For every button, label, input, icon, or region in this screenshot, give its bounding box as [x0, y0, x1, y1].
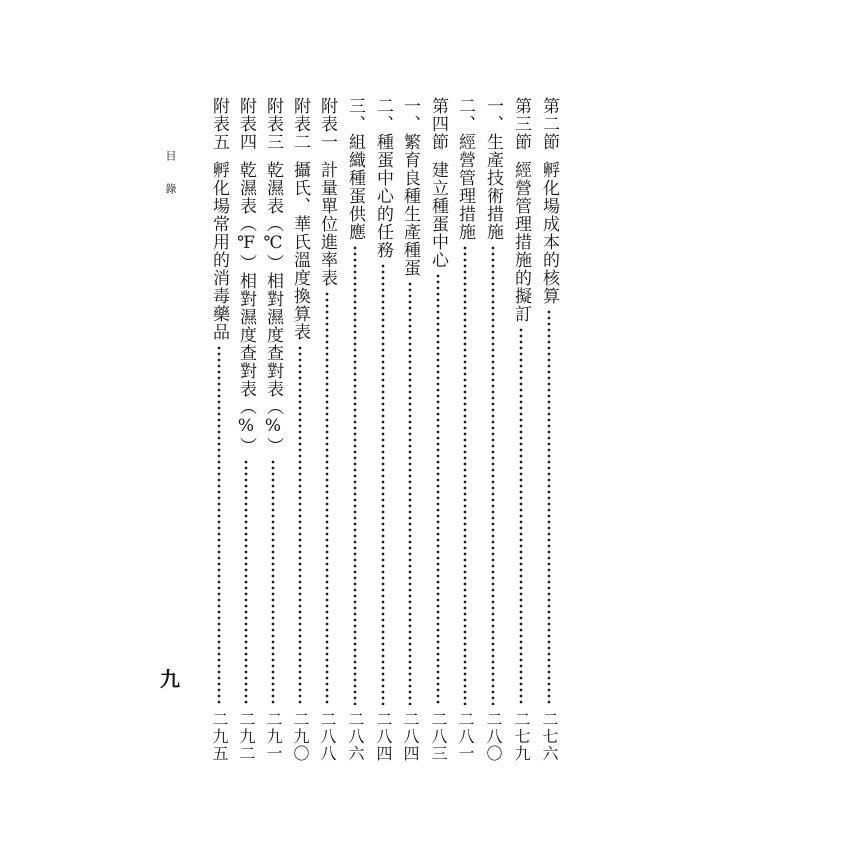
entry-page-number: 二八四 — [374, 711, 393, 762]
entry-title: 二、種蛋中心的任務 — [373, 97, 393, 259]
toc-entry[interactable] — [235, 97, 257, 762]
toc-entry[interactable] — [399, 97, 421, 762]
entry-title: 乾濕表（℃）相對濕度查對表（%） — [263, 161, 283, 455]
entry-page-number: 二七九 — [512, 711, 531, 762]
toc-entry[interactable] — [289, 97, 311, 762]
entry-page-number: 二八八 — [318, 711, 337, 762]
entry-prefix: 附表五 — [209, 97, 229, 151]
dot-leader — [217, 345, 221, 705]
entry-page-number: 二八〇 — [484, 711, 503, 762]
entry-prefix: 附表一 — [317, 97, 337, 151]
entry-title: 建立種蛋中心 — [428, 161, 448, 269]
entry-prefix: 附表二 — [290, 97, 310, 151]
dot-leader — [353, 245, 357, 705]
entry-page-number: 二八一 — [456, 711, 475, 762]
entry-prefix: 附表四 — [236, 97, 256, 151]
running-header: 目錄 — [164, 150, 177, 216]
toc-entry[interactable] — [372, 97, 394, 762]
toc-entry[interactable] — [482, 97, 504, 762]
entry-prefix: 第三節 — [511, 97, 531, 151]
dot-leader — [271, 459, 275, 705]
dot-leader — [436, 273, 440, 705]
entry-page-number: 二七六 — [540, 711, 559, 762]
toc-entry[interactable] — [427, 97, 449, 762]
page-folio: 九 — [160, 667, 180, 691]
entry-title: 孵化場常用的消毒藥品 — [209, 161, 229, 341]
entry-page-number: 二九〇 — [291, 711, 310, 762]
dot-leader — [381, 263, 385, 705]
entry-page-number: 二九二 — [237, 711, 256, 762]
entry-page-number: 二九五 — [210, 711, 229, 762]
entry-page-number: 二八四 — [401, 711, 420, 762]
toc-entry[interactable] — [316, 97, 338, 762]
entry-title: 經營管理措施的擬訂 — [511, 161, 531, 323]
dot-leader — [244, 459, 248, 705]
entry-page-number: 二八三 — [429, 711, 448, 762]
dot-leader — [298, 345, 302, 705]
dot-leader — [408, 281, 412, 705]
toc-entry[interactable] — [454, 97, 476, 762]
entry-title: 攝氏、華氏溫度換算表 — [290, 161, 310, 341]
toc-entry[interactable] — [538, 97, 560, 762]
entry-title: 乾濕表（℉）相對濕度查對表（%） — [236, 161, 256, 455]
entry-page-number: 二八六 — [346, 711, 365, 762]
entry-title: 三、組織種蛋供應 — [345, 97, 365, 241]
entry-title: 計量單位進率表 — [317, 161, 337, 287]
entry-title: 一、生產技術措施 — [483, 97, 503, 241]
entry-prefix: 附表三 — [263, 97, 283, 151]
entry-title: 二、經營管理措施 — [455, 97, 475, 241]
entry-title: 一、繁育良種生產種蛋 — [400, 97, 420, 277]
entry-prefix: 第四節 — [428, 97, 448, 151]
toc-entry[interactable] — [262, 97, 284, 762]
toc-entry[interactable] — [208, 97, 230, 762]
dot-leader — [491, 245, 495, 705]
dot-leader — [547, 309, 551, 705]
toc-entry[interactable] — [510, 97, 532, 762]
toc-entry[interactable] — [344, 97, 366, 762]
entry-prefix: 第二節 — [539, 97, 559, 151]
dot-leader — [325, 291, 329, 705]
entry-page-number: 二九一 — [264, 711, 283, 762]
entry-title: 孵化場成本的核算 — [539, 161, 559, 305]
dot-leader — [519, 327, 523, 705]
dot-leader — [463, 245, 467, 705]
